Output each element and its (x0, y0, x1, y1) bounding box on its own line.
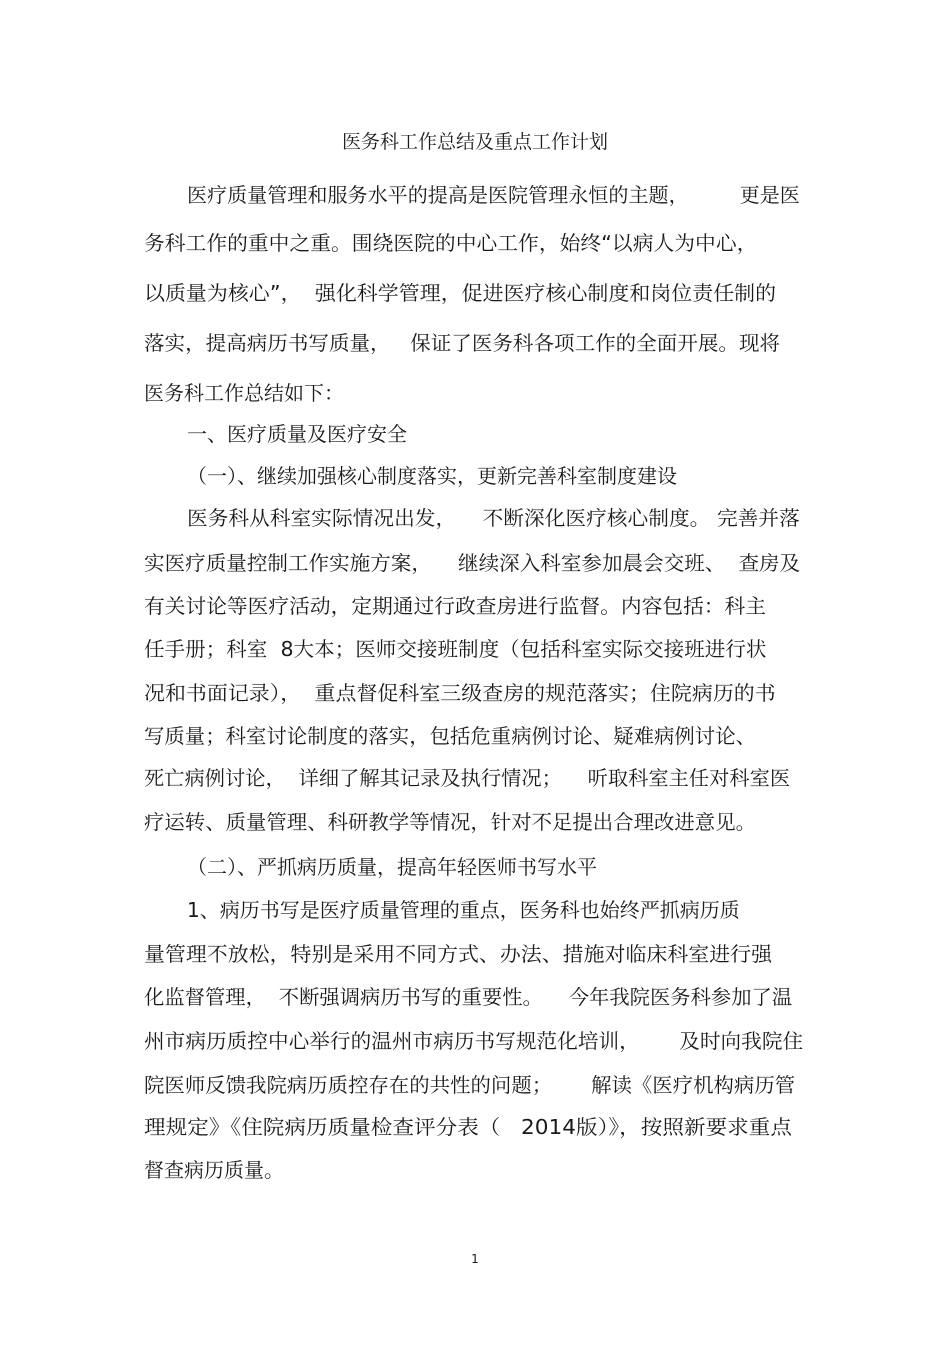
body-line: 化监督管理， 不断强调病历书写的重要性。 今年我院医务科参加了温 (144, 985, 793, 1009)
body-line: 院医师反馈我院病历质控存在的共性的问题； 解读《医疗机构病历管 (144, 1073, 796, 1097)
body-line: 有关讨论等医疗活动，定期通过行政查房进行监督。内容包括：科主 (144, 594, 766, 618)
body-line: 医务科从科室实际情况出发， 不断深化医疗核心制度。 完善并落 (187, 506, 800, 530)
body-line: 况和书面记录）， 重点督促科室三级查房的规范落实；住院病历的书 (144, 681, 776, 705)
body-line: 督查病历质量。 (144, 1158, 284, 1182)
body-line: 疗运转、质量管理、科研教学等情况，针对不足提出合理改进意见。 (144, 810, 756, 834)
body-line: 州市病历质控中心举行的温州市病历书写规范化培训， 及时向我院住 (144, 1029, 804, 1053)
page-number: 1 (471, 1252, 479, 1266)
body-line: 理规定》《住院病历质量检查评分表（ 2014版）》，按照新要求重点 (144, 1115, 792, 1139)
document-title: 医务科工作总结及重点工作计划 (341, 131, 608, 153)
body-line: 死亡病例讨论， 详细了解其记录及执行情况； 听取科室主任对科室医 (144, 766, 791, 790)
body-line: 医疗质量管理和服务水平的提高是医院管理永恒的主题， 更是医 (187, 183, 800, 207)
body-line: 一、医疗质量及医疗安全 (187, 422, 407, 446)
body-line: 务科工作的重中之重。围绕医院的中心工作，始终“以病人为中心， (144, 231, 758, 255)
body-line: 落实，提高病历书写质量， 保证了医务科各项工作的全面开展。现将 (144, 331, 781, 355)
body-line: 任手册；科室 8大本；医师交接班制度（包括科室实际交接班进行状 (144, 637, 767, 661)
body-line: （一）、继续加强核心制度落实，更新完善科室制度建设 (187, 464, 677, 488)
body-line: 实医疗质量控制工作实施方案， 继续深入科室参加晨会交班、 查房及 (144, 551, 801, 575)
body-line: 量管理不放松，特别是采用不同方式、办法、措施对临床科室进行强 (144, 942, 772, 966)
body-line: 1、病历书写是医疗质量管理的重点，医务科也始终严抓病历质 (187, 898, 740, 922)
body-line: 医务科工作总结如下： (144, 381, 344, 405)
body-line: 写质量；科室讨论制度的落实，包括危重病例讨论、疑难病例讨论、 (144, 724, 756, 748)
body-line: （二）、严抓病历质量，提高年轻医师书写水平 (187, 855, 597, 879)
body-line: 以质量为核心”， 强化科学管理，促进医疗核心制度和岗位责任制的 (144, 281, 777, 305)
